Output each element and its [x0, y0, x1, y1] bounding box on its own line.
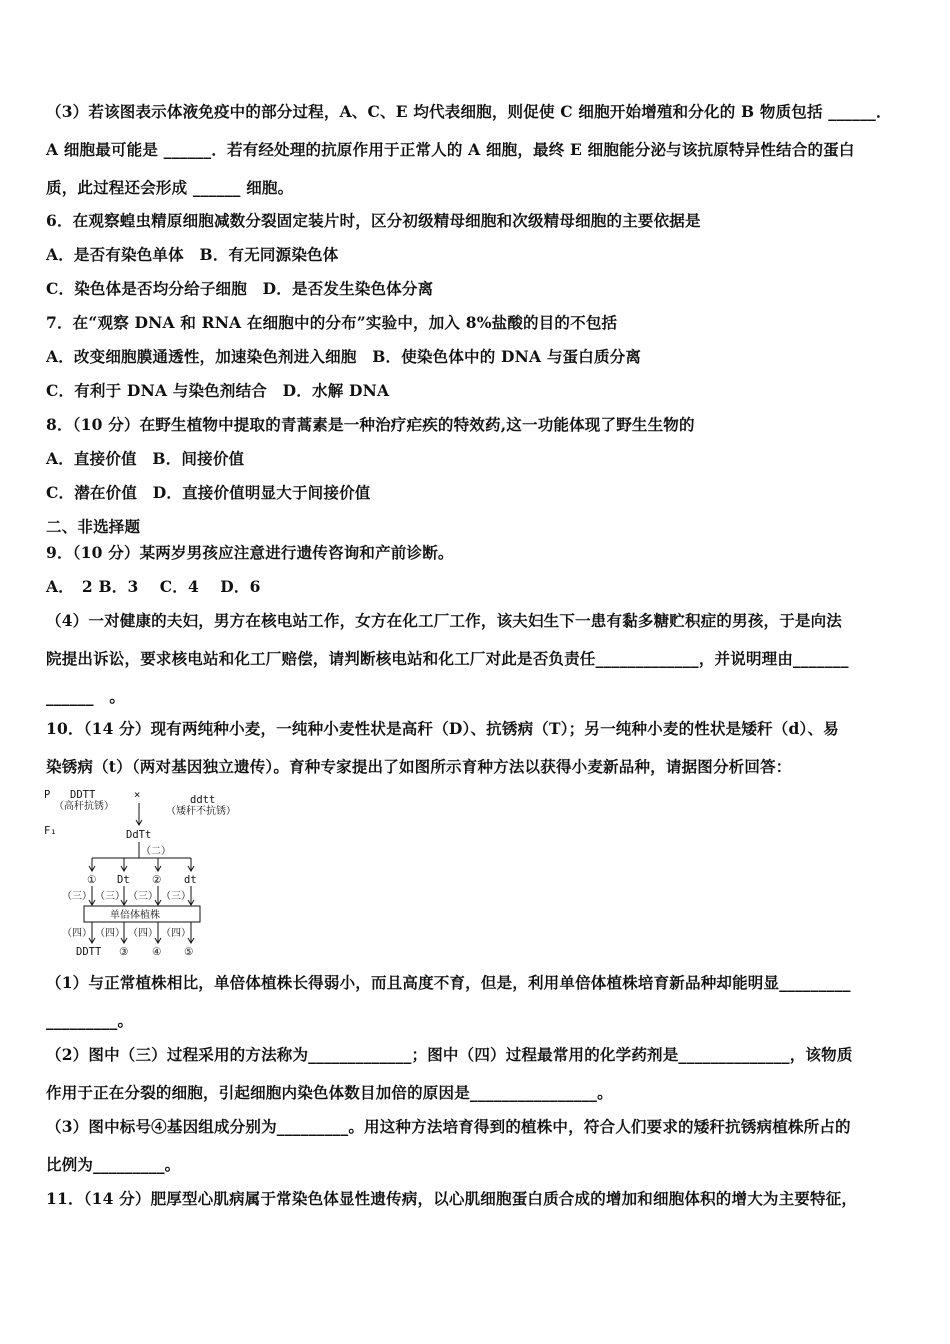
q9-stem: 9．（10 分）某两岁男孩应注意进行遗传咨询和产前诊断。 — [46, 543, 454, 562]
q7-stem: 7．在“观察 DNA 和 RNA 在细胞中的分布”实验中，加入 8%盐酸的目的不包括 — [46, 313, 618, 332]
q8-options-cd: C．潜在价值 D．直接价值明显大于间接价值 — [46, 483, 371, 502]
haploid-label: 单倍体植株 — [110, 910, 160, 921]
q6-options-ab: A．是否有染色单体 B．有无同源染色体 — [46, 245, 339, 264]
result-4: ⑤ — [184, 946, 194, 958]
step3-label-4: （三） — [161, 891, 191, 902]
q10-part1-line2: _________。 — [46, 1011, 134, 1030]
step3-label-1: （三） — [62, 891, 92, 902]
f1-genotype: DdTt — [126, 829, 152, 841]
gamete-4: dt — [184, 874, 197, 886]
gamete-1: ① — [87, 874, 97, 886]
step4-label-1: （四） — [62, 928, 92, 939]
q6-stem: 6．在观察蝗虫精原细胞减数分裂固定装片时，区分初级精母细胞和次级精母细胞的主要依据是 — [46, 211, 701, 230]
step2-label: （二） — [141, 846, 171, 857]
q10-part1-line1: （1）与正常植株相比，单倍体植株长得弱小，而且高度不育，但是，利用单倍体植株培育新品种却能明显_________ — [46, 973, 851, 992]
result-3: ④ — [152, 946, 162, 958]
q11-stem: 11．（14 分）肥厚型心肌病属于常染色体显性遗传病，以心肌细胞蛋白质合成的增加和细胞体积的增大为主要特征， — [46, 1189, 858, 1208]
section-heading: 二、非选择题 — [46, 517, 141, 536]
q10-part2-line2: 作用于正在分裂的细胞，引起细胞内染色体数目加倍的原因是________________。 — [46, 1083, 613, 1102]
result-1: DDTT — [76, 946, 102, 958]
parent1-description: （高秆抗锈） — [54, 801, 114, 812]
q10-stem-line1: 10．（14 分）现有两纯种小麦，一纯种小麦性状是高秆（D）、抗锈病（T）；另一纯种小麦的性状是矮秆（d）、易 — [46, 719, 839, 738]
parent1-genotype: DDTT — [70, 789, 96, 801]
breeding-diagram — [44, 786, 264, 962]
p-label: P — [44, 789, 51, 801]
gamete-3: ② — [152, 874, 162, 886]
result-2: ③ — [119, 946, 129, 958]
q9-options: A． 2 B．3 C．4 D．6 — [46, 577, 261, 596]
step4-label-2: （四） — [95, 928, 125, 939]
q10-part3-line2: 比例为_________。 — [46, 1155, 181, 1174]
q5-part3-line3: 质，此过程还会形成 ______ 细胞。 — [46, 178, 294, 197]
q5-part3-line2: A 细胞最可能是 ______．若有经处理的抗原作用于正常人的 A 细胞，最终 E 细胞能分泌与该抗原特异性结合的蛋白 — [46, 140, 855, 159]
cross-symbol: × — [134, 789, 141, 801]
q10-part3-line1: （3）图中标号④基因组成分别为_________。用这种方法培育得到的植株中，符合人们要求的矮秆抗锈病植株所占的 — [46, 1117, 851, 1136]
step3-label-2: （三） — [95, 891, 125, 902]
q7-options-cd: C．有利于 DNA 与染色剂结合 D．水解 DNA — [46, 381, 390, 400]
q7-options-ab: A．改变细胞膜通透性，加速染色剂进入细胞 B．使染色体中的 DNA 与蛋白质分离 — [46, 347, 642, 366]
step4-label-3: （四） — [128, 928, 158, 939]
q10-part2-line1: （2）图中（三）过程采用的方法称为_____________；图中（四）过程最常用的化学药剂是______________，该物质 — [46, 1045, 853, 1064]
f1-label: F₁ — [44, 825, 57, 837]
q6-options-cd: C．染色体是否均分给子细胞 D．是否发生染色体分离 — [46, 279, 434, 298]
q9-part4-line2: 院提出诉讼，要求核电站和化工厂赔偿，请判断核电站和化工厂对此是否负责任_____________，并说明理由_______ — [46, 649, 849, 668]
step4-label-4: （四） — [161, 928, 191, 939]
parent2-genotype: ddtt — [190, 794, 216, 806]
gamete-2: Dt — [117, 874, 130, 886]
q10-stem-line2: 染锈病（t）（两对基因独立遗传）。育种专家提出了如图所示育种方法以获得小麦新品种，请据图分析回答： — [46, 757, 792, 776]
q9-part4-line3: ______ 。 — [46, 687, 126, 706]
parent2-description: （矮秆不抗锈） — [166, 806, 236, 817]
step3-label-3: （三） — [128, 891, 158, 902]
q8-stem: 8．（10 分）在野生植物中提取的青蒿素是一种治疗疟疾的特效药,这一功能体现了野生生物的 — [46, 415, 695, 434]
q9-part4-line1: （4）一对健康的夫妇，男方在核电站工作，女方在化工厂工作，该夫妇生下一患有黏多糖贮积症的男孩，于是向法 — [46, 611, 842, 630]
q8-options-ab: A．直接价值 B．间接价值 — [46, 449, 245, 468]
q5-part3-line1: （3）若该图表示体液免疫中的部分过程，A、C、E 均代表细胞，则促使 C 细胞开始增殖和分化的 B 物质包括 ______． — [46, 102, 892, 121]
